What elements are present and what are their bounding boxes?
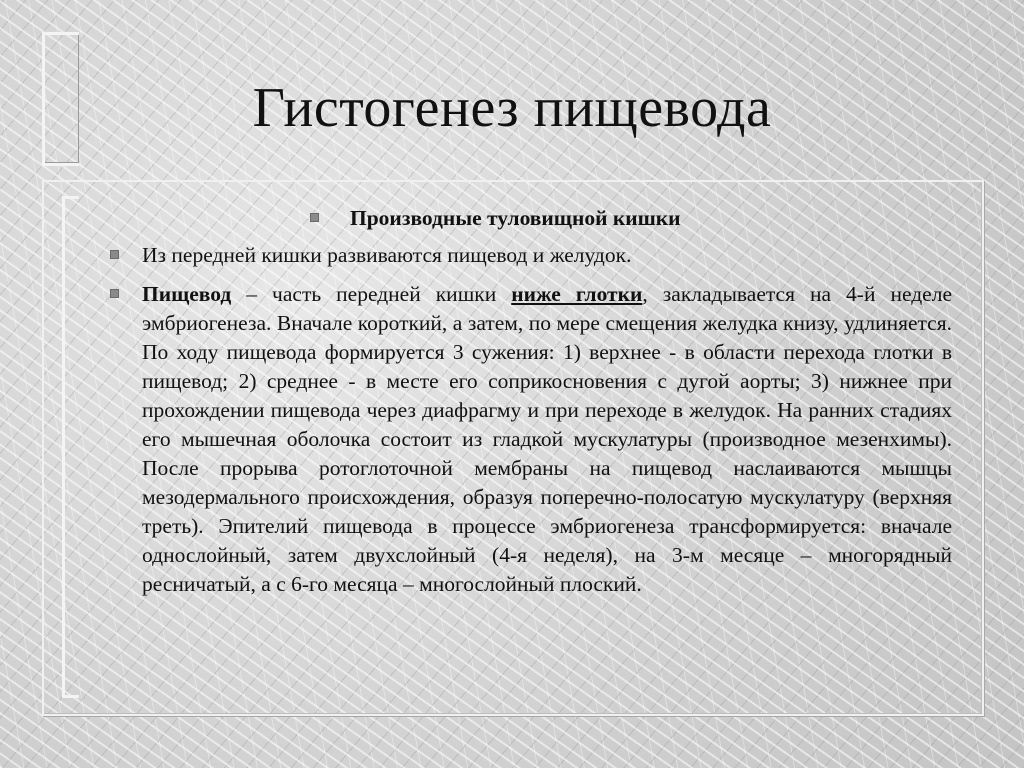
content-decorative-bracket <box>62 196 79 698</box>
square-bullet-icon <box>110 289 119 298</box>
square-bullet-icon <box>110 250 119 259</box>
square-bullet-icon <box>310 213 319 222</box>
text-part-b: , закладывается на 4-й неделе эмбриогенеза. Вначале короткий, а затем, по мере смещения желудка книзу, удлиняется. По ходу пищевода формируется 3 сужения: 1) верхнее - в области перехода глотки в пищевод; 2) среднее - в месте его соприкосновения с дугой аорты; 3) нижнее при прохождении пищевода через диафрагму и при переходе в желудок. На ранних стадиях его мышечная оболочка состоит из гладкой мускулатуры (производное мезенхимы). После прорыва ротоглоточной мембраны на пищевод наслаиваются мышцы мезодермального происхождения, образуя поперечно-полосатую мускулатуру (верхняя треть). Эпителий пищевода в процессе эмбриогенеза трансформируется: вначале однослойный, затем двухслойный (4-я неделя), на 3-м месяце – многорядный ресничатый, а с 6-го месяца – многослойный плоский. <box>142 282 953 596</box>
bullet-item-heading <box>110 204 952 233</box>
slide-content <box>110 204 952 599</box>
bullet-item-1 <box>110 241 952 270</box>
term-esophagus: Пищевод <box>142 282 232 306</box>
bullet-item-2 <box>110 280 952 599</box>
underlined-phrase: ниже глотки <box>511 282 643 306</box>
bullet-text-2 <box>142 280 952 599</box>
text-part-a: – часть передней кишки <box>231 282 512 306</box>
section-heading: Производные туловищной кишки <box>350 206 681 230</box>
bullet-text-1: Из передней кишки развиваются пищевод и желудок. <box>142 243 632 267</box>
slide-title: Гистогенез пищевода <box>252 77 772 139</box>
